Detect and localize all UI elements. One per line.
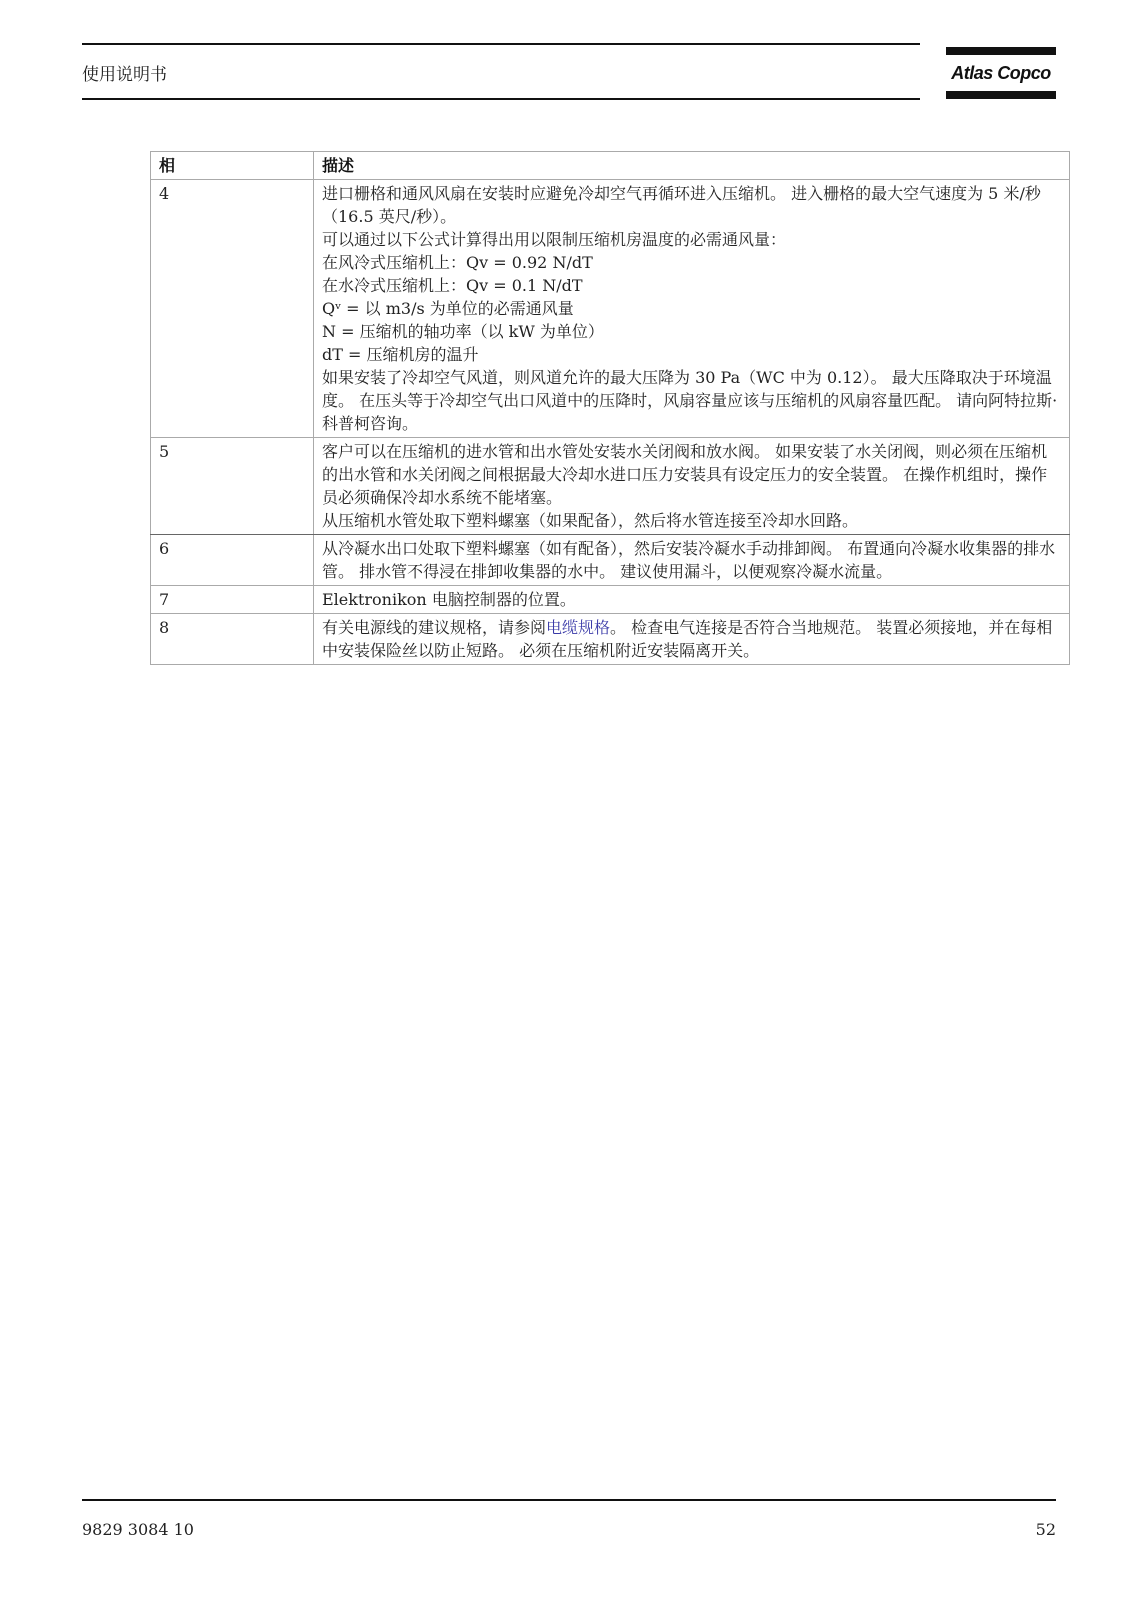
row-description bbox=[314, 180, 1070, 438]
description-line: N = 压缩机的轴功率（以 kW 为单位） bbox=[322, 322, 604, 341]
row-description bbox=[314, 535, 1070, 586]
page-number: 52 bbox=[1035, 1520, 1056, 1539]
installation-notes-table bbox=[150, 151, 1070, 665]
description-line: 在风冷式压缩机上：Qv = 0.92 N/dT bbox=[322, 253, 593, 272]
logo-wordmark: Atlas Copco bbox=[951, 63, 1051, 83]
document-type-title: 使用说明书 bbox=[82, 65, 167, 85]
description-line: 如果安装了冷却空气风道，则风道允许的最大压降为 30 Pa（WC 中为 0.12）。 最大压降取决于环境温度。 在压头等于冷却空气出口风道中的压降时，风扇容量应该与压缩机的风扇容量匹配。 请向阿特拉斯·科普柯咨询。 bbox=[322, 368, 1058, 433]
description-line: 从压缩机水管处取下塑料螺塞（如果配备），然后将水管连接至冷却水回路。 bbox=[322, 511, 859, 530]
table-row bbox=[151, 438, 1070, 535]
description-text-before-link: 有关电源线的建议规格，请参阅 bbox=[322, 618, 547, 637]
description-line: Elektronikon 电脑控制器的位置。 bbox=[322, 590, 576, 609]
column-header-number: 相 bbox=[151, 152, 314, 180]
description-line: 客户可以在压缩机的进水管和出水管处安装水关闭阀和放水阀。 如果安装了水关闭阀，则必须在压缩机的出水管和水关闭阀之间根据最大冷却水进口压力安装具有设定压力的安全装置。 在操作机组时，操作员必须确保冷却水系统不能堵塞。 bbox=[322, 442, 1048, 507]
document-number: 9829 3084 10 bbox=[82, 1520, 194, 1539]
row-number: 6 bbox=[151, 535, 314, 586]
description-line: 进口栅格和通风风扇在安装时应避免冷却空气再循环进入压缩机。 进入栅格的最大空气速度为 5 米/秒（16.5 英尺/秒）。 bbox=[322, 184, 1041, 226]
header-top-rule bbox=[82, 43, 920, 45]
row-number: 8 bbox=[151, 614, 314, 665]
table-row bbox=[151, 586, 1070, 614]
row-description bbox=[314, 438, 1070, 535]
header-bottom-rule bbox=[82, 98, 920, 100]
row-description bbox=[314, 614, 1070, 665]
description-line: dT = 压缩机房的温升 bbox=[322, 345, 479, 364]
table-header-row bbox=[151, 152, 1070, 180]
description-line: 在水冷式压缩机上：Qv = 0.1 N/dT bbox=[322, 276, 583, 295]
row-number: 7 bbox=[151, 586, 314, 614]
atlas-copco-logo bbox=[946, 47, 1056, 99]
table-row bbox=[151, 180, 1070, 438]
column-header-description: 描述 bbox=[314, 152, 1070, 180]
description-line: 从冷凝水出口处取下塑料螺塞（如有配备），然后安装冷凝水手动排卸阀。 布置通向冷凝水收集器的排水管。 排水管不得浸在排卸收集器的水中。 建议使用漏斗，以便观察冷凝水流量。 bbox=[322, 539, 1056, 581]
row-number: 4 bbox=[151, 180, 314, 438]
row-description bbox=[314, 586, 1070, 614]
row-number: 5 bbox=[151, 438, 314, 535]
table-row bbox=[151, 614, 1070, 665]
description-line: Qᵛ = 以 m3/s 为单位的必需通风量 bbox=[322, 299, 574, 318]
logo-top-bar bbox=[946, 47, 1056, 55]
cable-spec-link[interactable]: 电缆规格 bbox=[546, 618, 611, 637]
description-text-after-link: 。 检查电气连接是否符合当地规范。 装置必须接地，并在每相中安装保险丝以防止短路。 必须在压缩机附近安装隔离开关。 bbox=[322, 618, 1053, 660]
logo-bottom-bar bbox=[946, 91, 1056, 99]
table-row bbox=[151, 535, 1070, 586]
description-line: 可以通过以下公式计算得出用以限制压缩机房温度的必需通风量： bbox=[322, 230, 787, 249]
footer-rule bbox=[82, 1499, 1056, 1501]
